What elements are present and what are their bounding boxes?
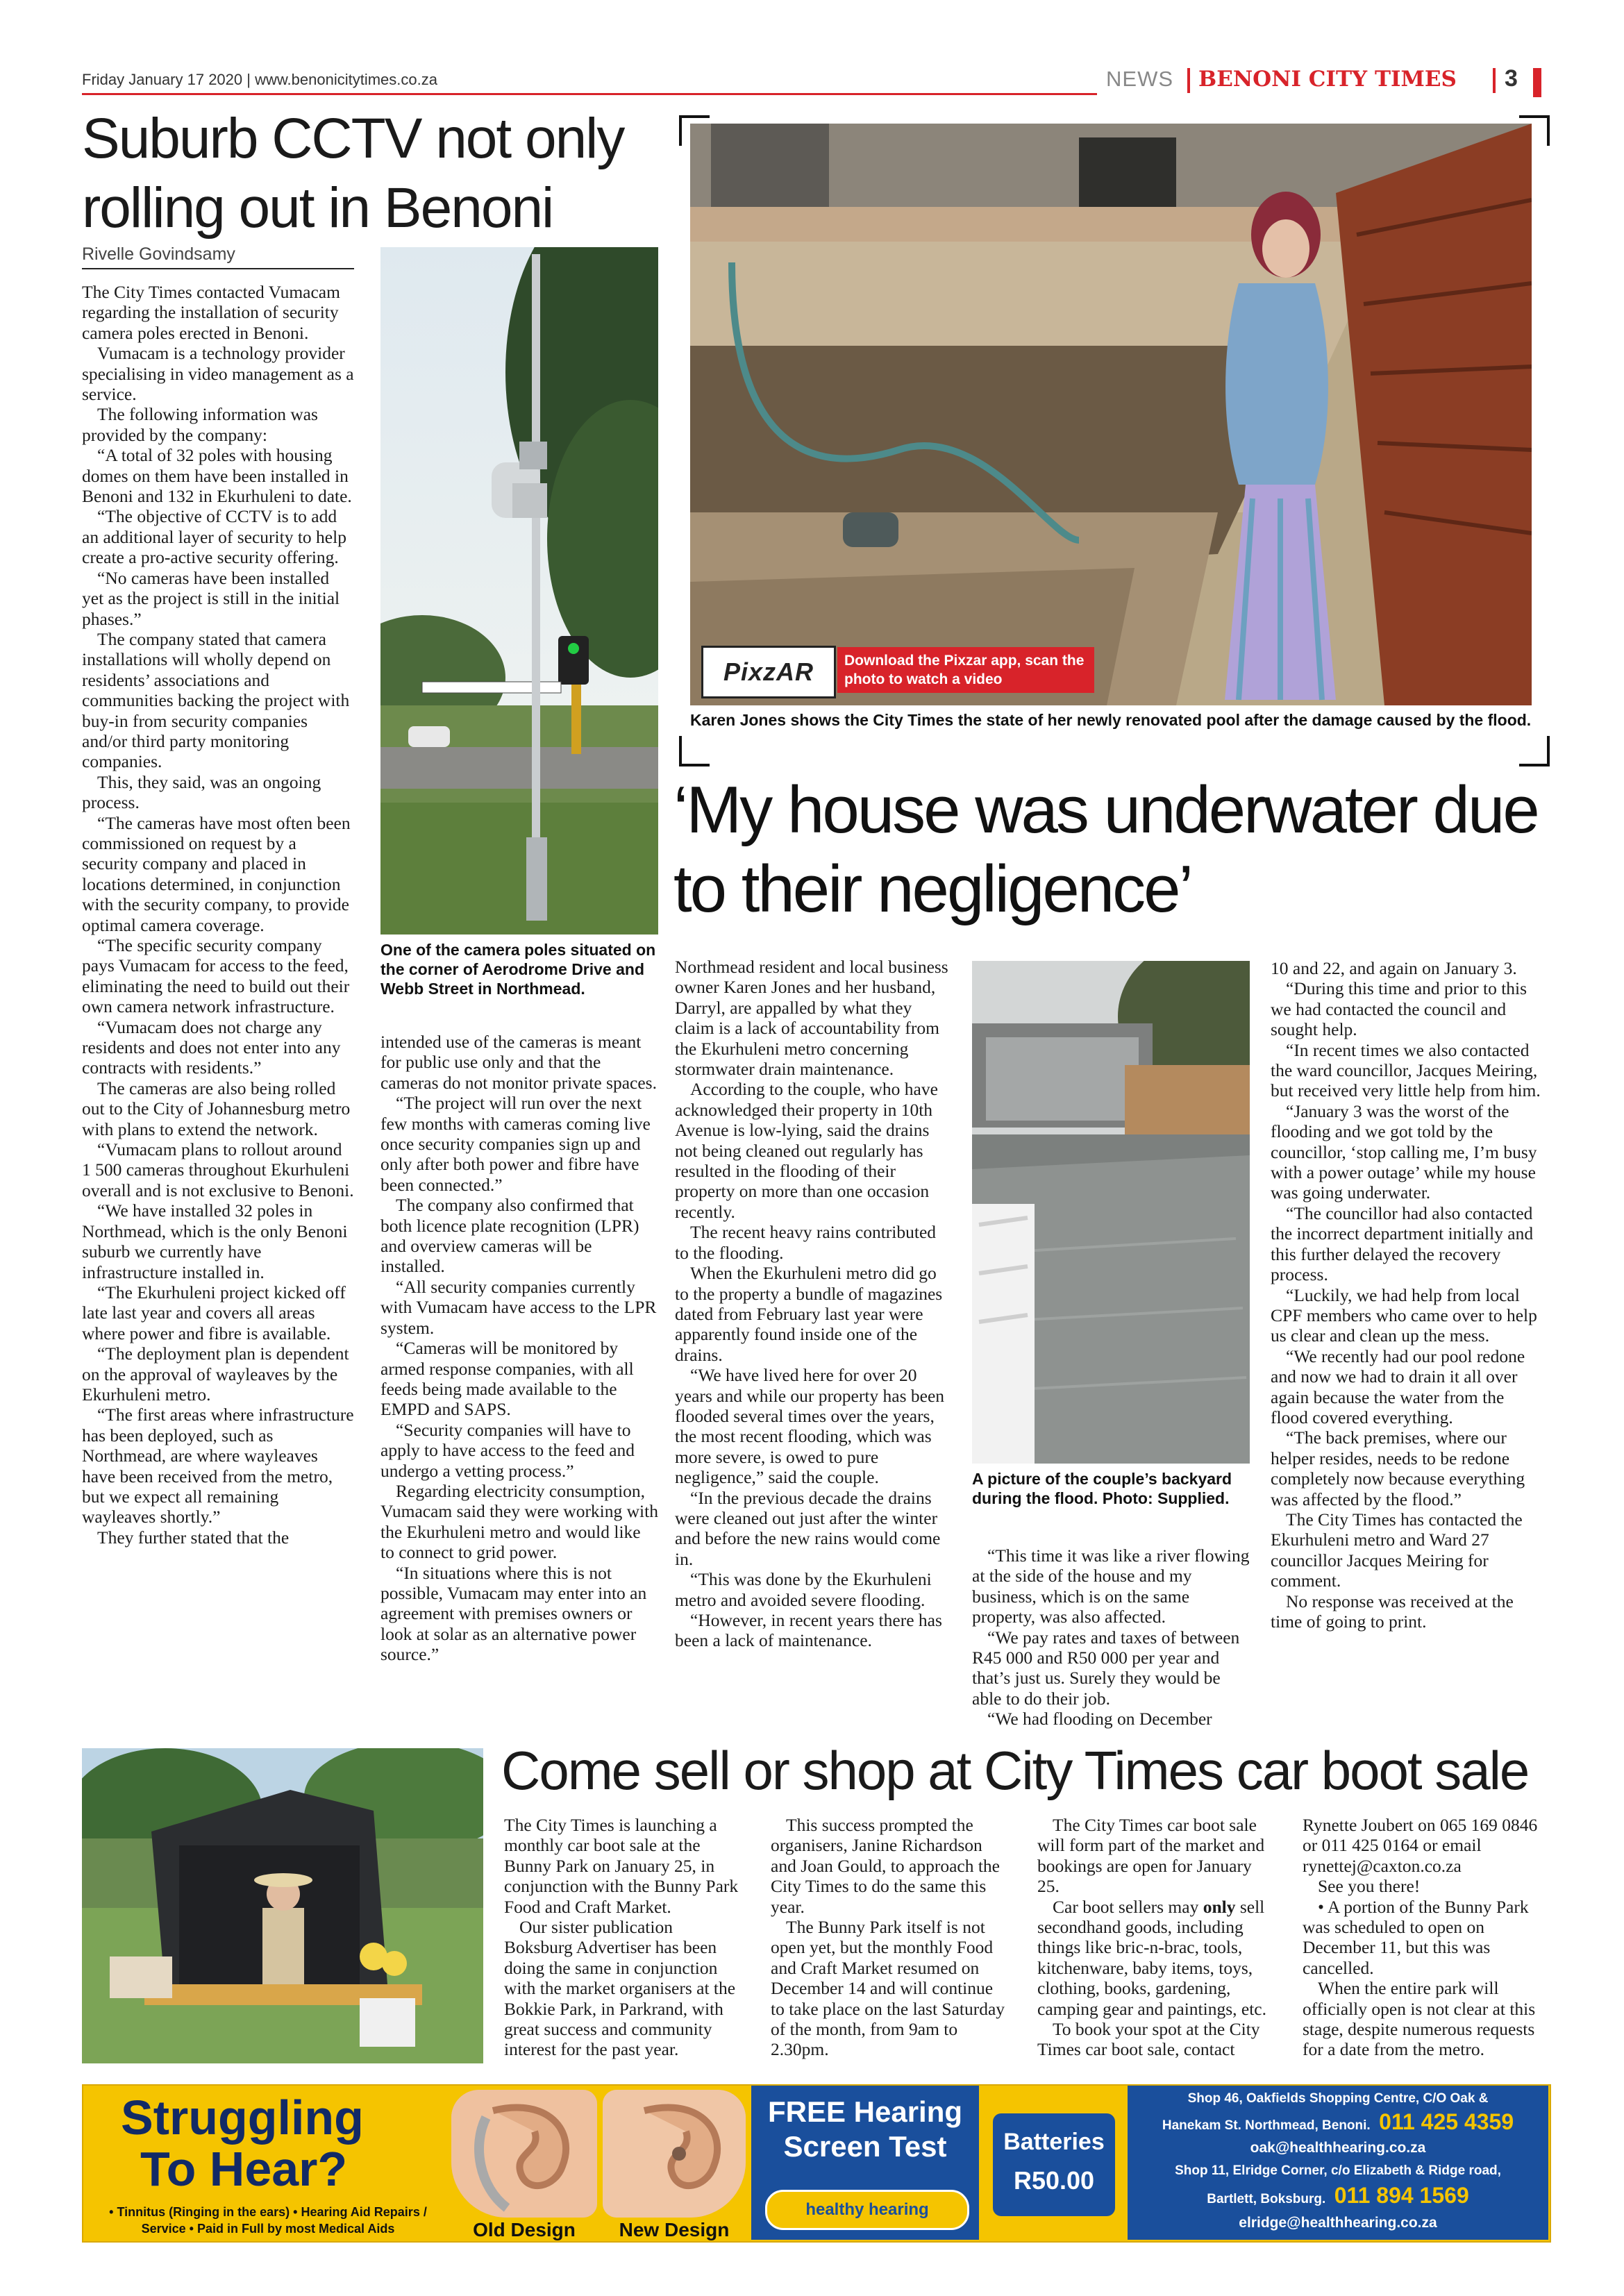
flood-paragraph: Northmead resident and local business owner Karen Jones and her husband, Darryl, are appalled by what they claim is a lack of accountability from the Ekurhuleni metro concerning stormwater drain maintenance. [675,957,948,1080]
cctv-paragraph: “No cameras have been installed yet as the project is still in the initial phases.” [82,567,340,629]
header-paper-name: BENONI CITY TIMES [1198,67,1457,92]
header-red-tab [1533,68,1541,97]
header-divider-2 [1493,68,1496,93]
flood-paragraph: “This time it was like a river flowing at the side of the house and my business, which is on the same property, was also affected. [972,1545,1250,1627]
flood-paragraph: “We recently had our pool redone and now we had to drain it all over again because the water from the flood covered everything. [1271,1346,1525,1427]
bootsale-column-2 [771,1815,1005,2060]
flood-paragraph: 10 and 22, and again on January 3. [1271,958,1517,978]
branch-2-email[interactable]: elridge@healthhearing.co.za [1239,2215,1437,2231]
cctv-paragraph: Vumacam is a technology provider specialising in video management as a service. [82,343,354,405]
old-design-label: Old Design [473,2219,576,2240]
flood-pool-photo [690,124,1532,705]
photo-frame-corner [1519,736,1550,766]
cctv-paragraph: “The project will run over the next few months with cameras coming live once security companies sign up and only after both power and fibre have been connected.” [380,1093,651,1195]
branch-1-address-line-1: Shop 46, Oakfields Shopping Centre, C/O Oak & [1187,2091,1489,2106]
cctv-paragraph: The company also confirmed that both licence plate recognition (LPR) and overview cameras will be installed. [380,1195,639,1277]
flood-paragraph: “However, in recent years there has been a lack of maintenance. [675,1610,942,1651]
flood-paragraph: No response was received at the time of going to print. [1271,1591,1514,1632]
free-screen-test-box [751,2086,979,2240]
cctv-paragraph: Regarding electricity consumption, Vumacam said they were working with the Ekurhuleni metro and would like to connect to grid power. [380,1480,658,1563]
ad-headline-line-2: To Hear? [140,2142,348,2196]
flood-paragraph: “We had flooding on December [987,1709,1212,1729]
contact-details-box [1128,2086,1548,2240]
new-design-label: New Design [619,2219,730,2240]
cctv-paragraph: “We have installed 32 poles in Northmead, which is the only Benoni suburb we currently have infrastructure installed in. [82,1200,348,1282]
bootsale-text: Car boot sellers may [1053,1896,1203,1917]
cctv-byline: Rivelle Govindsamy [82,244,235,264]
bootsale-paragraph [1037,1897,1272,2019]
cctv-paragraph: intended use of the cameras is meant for public use only and that the cameras do not monitor private spaces. [380,1032,657,1093]
flood-backyard-photo [972,961,1250,1464]
page-number: 3 [1505,65,1518,92]
pixzar-instructions: Download the Pixzar app, scan the photo to watch a video [837,647,1094,693]
cctv-byline-rule [82,268,354,269]
flood-paragraph: “During this time and prior to this we had contacted the council and sought help. [1271,978,1527,1040]
cctv-paragraph: “Cameras will be monitored by armed response companies, with all feeds being made available to the EMPD and SAPS. [380,1338,634,1420]
header-rule [82,93,1097,95]
bootsale-paragraph: Our sister publication Boksburg Advertiser has been doing the same in conjunction with the market organisers at the Bokkie Park, in Parkrand, with great success and community interest for the past year. [504,1917,736,2060]
branch-1-line [1128,2109,1548,2135]
cctv-column-1 [82,282,354,1548]
bootsale-paragraph: The Bunny Park itself is not open yet, but the monthly Food and Craft Market resumed on December 14 and will continue to take place on the last Saturday of the month, from 9am to 2.30pm. [771,1917,1005,2060]
flood-column-2 [972,1545,1250,1729]
flood-paragraph: According to the couple, who have acknowledged their property in 10th Avenue is low-lying, said the drains not being cleaned out regularly has resulted in the flooding of their property on more than one occasion recently. [675,1079,938,1222]
cctv-column-2 [380,1032,658,1665]
old-design-ear-image [451,2090,597,2218]
healthy-hearing-logo: healthy hearing [765,2190,969,2230]
free-test-line-2: Screen Test [783,2130,947,2163]
branch-2-phone[interactable]: 011 894 1569 [1334,2183,1469,2208]
cctv-paragraph: They further stated that the [97,1527,290,1548]
header-date-url: Friday January 17 2020 | www.benonicitytimes.co.za [82,71,437,88]
bootsale-headline: Come sell or shop at City Times car boot sale [501,1740,1529,1801]
bootsale-paragraph: To book your spot at the City Times car boot sale, contact [1037,2019,1260,2060]
bootsale-bold-text: only [1203,1896,1236,1917]
header-divider-1 [1187,68,1190,93]
new-design-ear-image [603,2090,746,2218]
cctv-paragraph: “Vumacam plans to rollout around 1 500 cameras throughout Ekurhuleni overall and is not exclusive to Benoni. [82,1139,354,1200]
ad-services-list: • Tinnitus (Ringing in the ears) • Hearing Aid Repairs / Service • Paid in Full by most Medical Aids [109,2205,427,2236]
flood-paragraph: “In recent times we also contacted the ward councillor, Jacques Meiring, but received very little help from him. [1271,1039,1541,1101]
cctv-paragraph: “The deployment plan is dependent on the approval of wayleaves by the Ekurhuleni metro. [82,1343,349,1405]
bootsale-column-3 [1037,1815,1272,2060]
flood-paragraph: “This was done by the Ekurhuleni metro and avoided severe flooding. [675,1569,932,1610]
cctv-paragraph: “The objective of CCTV is to add an additional layer of security to help create a pro-active security offering. [82,506,346,568]
cctv-paragraph: “Security companies will have to apply to have access to the feed and undergo a vetting process.” [380,1419,635,1481]
cctv-paragraph: The company stated that camera installations will wholly depend on residents’ associations and communities backing the project with buy-in from security companies and/or third party monitoring companies. [82,628,350,772]
flood-column-3 [1271,958,1546,1632]
bootsale-paragraph: When the entire park will officially open is not clear at this stage, despite numerous requests for a date from the metro. [1303,1978,1536,2060]
cctv-paragraph: “Vumacam does not charge any residents and does not enter into any contracts with residents.” [82,1016,341,1078]
batteries-price: R50.00 [1013,2166,1095,2195]
flood-paragraph: “January 3 was the worst of the flooding and we got told by the councillor, ‘stop calling me, I’m busy with a power outage’ while my house was going underwater. [1271,1100,1537,1203]
flood-paragraph: The City Times has contacted the Ekurhuleni metro and Ward 27 councillor Jacques Meiring for comment. [1271,1509,1523,1591]
branch-1-phone[interactable]: 011 425 4359 [1379,2109,1514,2134]
flood-paragraph: “We pay rates and taxes of between R45 000 and R50 000 per year and that’s just us. Surely they would be able to do their job. [972,1627,1240,1709]
flood-paragraph: “Luckily, we had help from local CPF members who came over to help us clear and clean up the mess. [1271,1284,1537,1346]
pixzar-logo: PixzAR [723,657,814,686]
bootsale-text: sell secondhand goods, including things like bric-n-brac, tools, kitchenware, baby items, toys, clothing, books, gardening, camping gear and paintings, etc. [1037,1896,1266,2019]
batteries-label: Batteries [1003,2129,1105,2155]
bootsale-paragraph: The City Times is launching a monthly car boot sale at the Bunny Park on January 25, in conjunction with the Bunny Park Food and Craft Market. [504,1815,739,1917]
cctv-headline: Suburb CCTV not only rolling out in Benoni [82,107,624,240]
bootsale-paragraph: This success prompted the organisers, Janine Richardson and Joan Gould, to approach the City Times to do the same this year. [771,1815,1000,1917]
flood-paragraph: “In the previous decade the drains were cleaned out just after the winter and before the new rains would come in. [675,1487,941,1569]
cctv-paragraph: “All security companies currently with Vumacam have access to the LPR system. [380,1276,657,1338]
cctv-paragraph: The City Times contacted Vumacam regarding the installation of security camera poles erected in Benoni. [82,282,340,343]
cctv-paragraph: “The Ekurhuleni project kicked off late last year and covers all areas where power and fibre is available. [82,1282,346,1343]
cctv-paragraph: The following information was provided by the company: [82,404,318,445]
free-test-line-1: FREE Hearing [767,2095,963,2128]
cctv-camera-pole-photo [380,247,658,935]
cctv-photo-caption: One of the camera poles situated on the corner of Aerodrome Drive and Webb Street in Northmead. [380,941,656,998]
branch-2-address-line-2: Bartlett, Boksburg. [1207,2192,1326,2206]
branch-2-line [1128,2183,1548,2209]
branch-2-address-line-1: Shop 11, Elridge Corner, c/o Elizabeth & Ridge road, [1175,2163,1501,2178]
flood-headline: ‘My house was underwater due to their negligence’ [673,773,1538,926]
flood-column-1 [675,957,951,1651]
header-section: NEWS [1106,67,1173,91]
flood-paragraph: “The back premises, where our helper resides, needs to be redone completely now because everything was affected by the flood.” [1271,1427,1525,1509]
flood-paragraph: When the Ekurhuleni metro did go to the property a bundle of magazines dated from February last year were apparently found inside one of the drains. [675,1263,943,1365]
flood-main-caption: Karen Jones shows the City Times the state of her newly renovated pool after the damage caused by the flood. [690,711,1532,729]
cctv-paragraph: “The first areas where infrastructure has been deployed, such as Northmead, are where wayleaves have been received from the metro, but we expect all remaining wayleaves shortly.” [82,1405,354,1527]
cctv-paragraph: “The specific security company pays Vumacam for access to the feed, eliminating the need to build out their own camera network infrastructure. [82,935,350,1017]
pixzar-badge[interactable] [701,646,836,698]
flood-paragraph: The recent heavy rains contributed to the flooding. [675,1222,937,1263]
cctv-paragraph: “In situations where this is not possible, Vumacam may enter into an agreement with premises owners or look at solar as an alternative power source.” [380,1562,647,1665]
bootsale-paragraph: See you there! [1318,1876,1421,1897]
bootsale-paragraph: The City Times car boot sale will form part of the market and bookings are open for January 25. [1037,1815,1265,1897]
ad-headline-line-1: Struggling [121,2090,364,2145]
batteries-offer [993,2113,1115,2216]
flood-backyard-caption: A picture of the couple’s backyard during the flood. Photo: Supplied. [972,1470,1232,1507]
hearing-advert[interactable] [82,2084,1551,2243]
photo-frame-corner [679,736,710,766]
bootsale-paragraph: • A portion of the Bunny Park was scheduled to open on December 11, but this was cancelled. [1303,1896,1529,1978]
flood-paragraph: “We have lived here for over 20 years and while our property has been flooded several times over the years, the most recent flooding, which was more severe, is owed to pure negligence,” said the couple. [675,1365,945,1488]
branch-1-address-line-2: Hanekam St. Northmead, Benoni. [1162,2118,1371,2133]
cctv-paragraph: “The cameras have most often been commissioned on request by a security company and placed in locations determined, in conjunction with the security company, to provide optimal camera coverage. [82,812,351,935]
bootsale-column-4 [1303,1815,1547,2060]
flood-paragraph: “The councillor had also contacted the incorrect department initially and this further delayed the recovery process. [1271,1203,1534,1285]
car-boot-sale-photo [82,1748,483,2063]
cctv-paragraph: “A total of 32 poles with housing domes on them have been installed in Benoni and 132 in Ekurhuleni to date. [82,445,352,507]
cctv-paragraph: This, they said, was an ongoing process. [82,771,321,813]
cctv-paragraph: The cameras are also being rolled out to the City of Johannesburg metro with plans to extend the network. [82,1078,351,1139]
bootsale-column-1 [504,1815,739,2060]
bootsale-paragraph: Rynette Joubert on 065 169 0846 or 011 425 0164 or email rynettej@caxton.co.za [1303,1815,1538,1876]
branch-1-email[interactable]: oak@healthhearing.co.za [1250,2140,1426,2156]
